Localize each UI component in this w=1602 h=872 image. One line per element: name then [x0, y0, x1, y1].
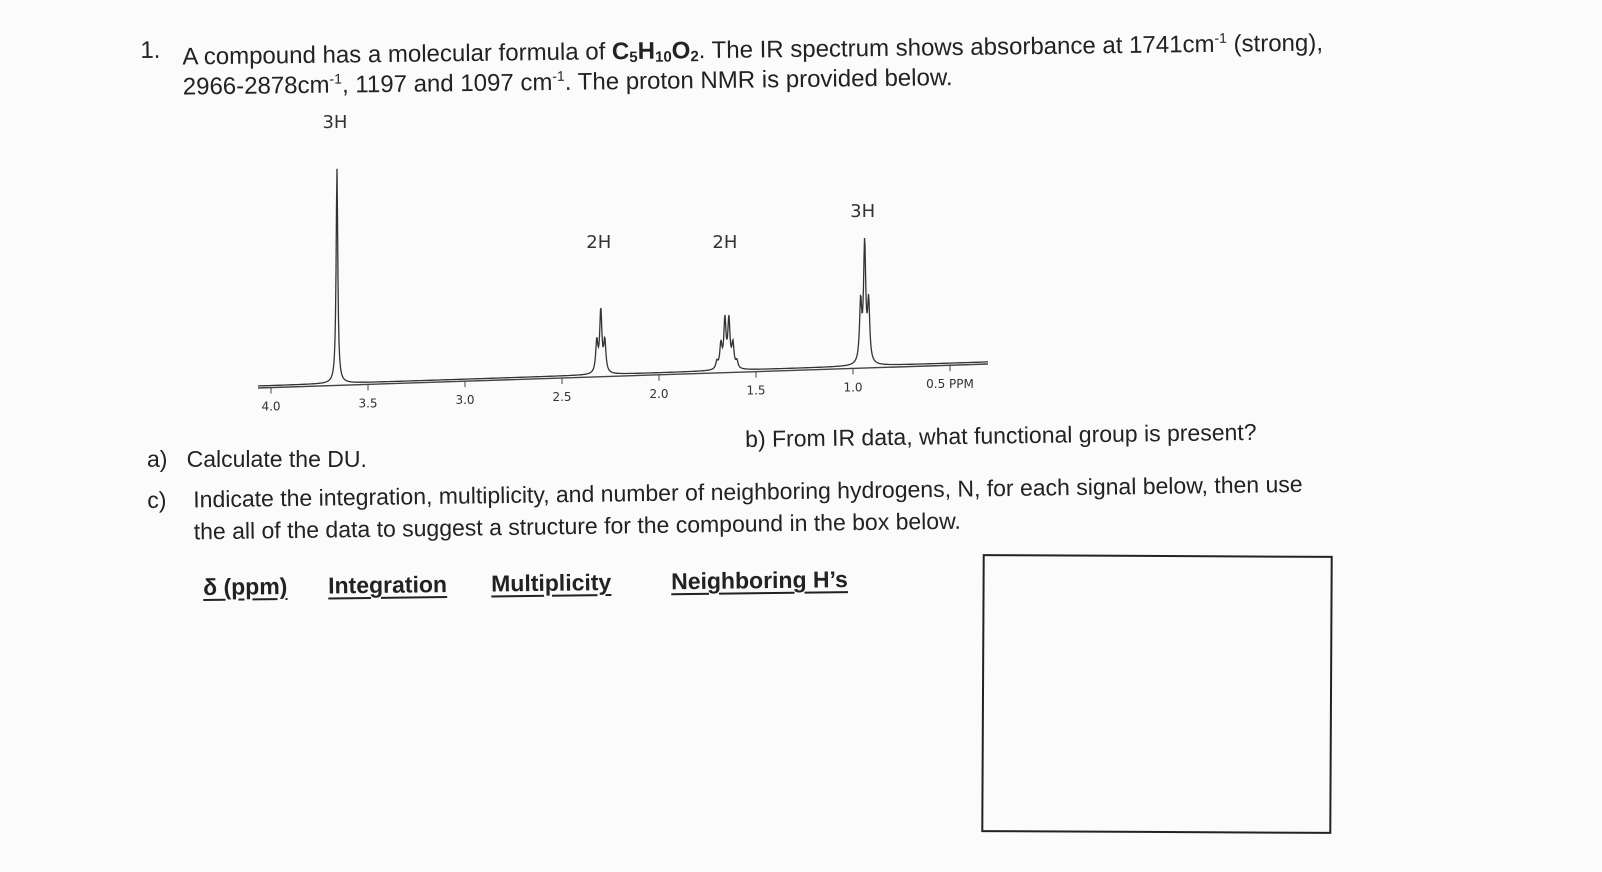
part-a: [147, 446, 367, 473]
header-shift: δ (ppm): [203, 572, 288, 600]
nmr-integration-label: 3H: [322, 112, 348, 133]
question-number: 1.: [140, 36, 161, 64]
question-line-2: $2966-2878cm^{-1}$, 1197 and 1097 $cm^{-1}$. The proton NMR is provided below.: [182, 64, 953, 101]
question-line-1: A compound has a molecular formula of $C_5H_{10}O_2$. The IR spectrum shows absorbance at $1741cm^{-1}$ (strong),: [182, 29, 1324, 71]
nmr-integration-label: 3H: [850, 201, 876, 222]
header-integration: Integration: [327, 571, 448, 599]
nmr-tick-label: 3.0: [455, 393, 475, 408]
part-b: b) From IR data, what functional group is present?: [745, 418, 1257, 452]
header-multiplicity: Multiplicity: [490, 569, 612, 597]
nmr-tick-label: 4.0: [261, 399, 281, 414]
part-a-text: Calculate the DU.: [186, 446, 367, 472]
nmr-tick-label: 2.5: [552, 389, 572, 404]
nmr-integration-labels: [322, 112, 875, 253]
nmr-tick-label: 1.5: [746, 383, 766, 398]
nmr-tick-labels: [261, 365, 973, 413]
part-c-line-1: Indicate the integration, multiplicity, and number of neighboring hydrogens, N, for each signal below, then use: [193, 470, 1303, 513]
part-a-label: a): [147, 446, 168, 472]
nmr-trace: [258, 169, 988, 386]
nmr-tick-label: 0.5 PPM: [926, 377, 974, 392]
nmr-spectrum: [250, 100, 1000, 430]
nmr-tick-label: 3.5: [358, 396, 378, 411]
nmr-tick-label: 1.0: [843, 380, 863, 395]
structure-answer-box[interactable]: [981, 554, 1332, 834]
nmr-integration-label: 2H: [586, 232, 612, 253]
nmr-integration-label: 2H: [712, 232, 738, 253]
nmr-tick-label: 2.0: [649, 386, 669, 401]
header-neighboring-h: Neighboring H’s: [670, 566, 849, 595]
molecular-formula: $C_5H_{10}O_2$: [611, 37, 699, 67]
part-c-line-2: the all of the data to suggest a structure for the compound in the box below.: [193, 507, 962, 545]
part-c-label: c): [147, 486, 167, 513]
